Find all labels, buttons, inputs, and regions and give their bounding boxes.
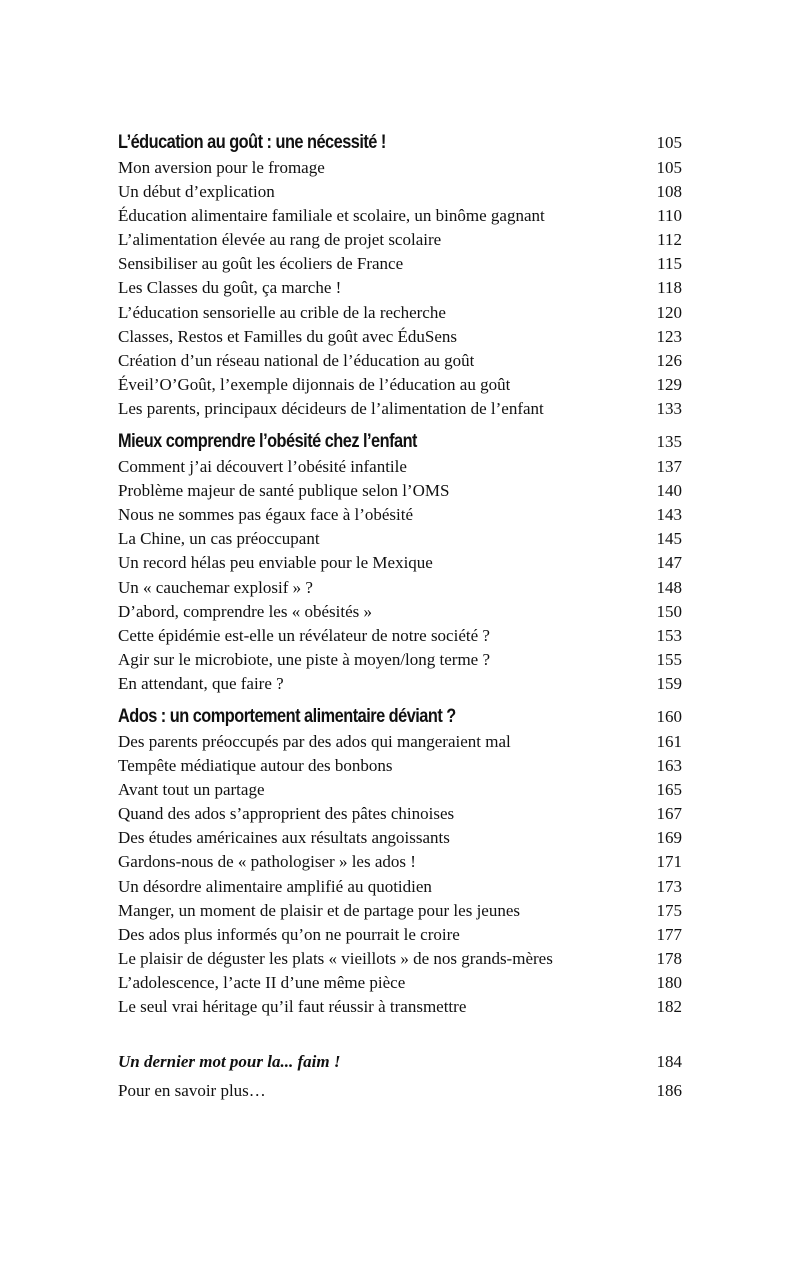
- entry-title: Tempête médiatique autour des bonbons: [118, 756, 393, 776]
- entry-title: Des études américaines aux résultats angoissants: [118, 828, 450, 848]
- toc-entry[interactable]: [118, 875, 682, 899]
- toc-entry[interactable]: [118, 947, 682, 971]
- section-page: 160: [656, 706, 682, 726]
- toc-entry[interactable]: [118, 576, 682, 600]
- toc-entry[interactable]: [118, 373, 682, 397]
- toc-entry[interactable]: [118, 156, 682, 180]
- entry-title: Agir sur le microbiote, une piste à moyen/long terme ?: [118, 649, 491, 669]
- toc-entry[interactable]: [118, 850, 682, 874]
- toc-entry[interactable]: [118, 923, 682, 947]
- section-title: L’éducation au goût : une nécessité !: [118, 132, 386, 153]
- entry-title: L’adolescence, l’acte II d’une même pièce: [118, 972, 406, 992]
- entry-page: 161: [656, 731, 682, 751]
- section-heading[interactable]: [118, 130, 682, 156]
- entry-title: Sensibiliser au goût les écoliers de France: [118, 254, 404, 274]
- toc-entry[interactable]: [118, 180, 682, 204]
- further-reading-entry[interactable]: [118, 1079, 682, 1103]
- toc-entry[interactable]: [118, 479, 682, 503]
- closing-entry[interactable]: [118, 1049, 682, 1075]
- section-heading[interactable]: [118, 704, 682, 730]
- entry-title: Problème majeur de santé publique selon l’OMS: [118, 481, 450, 501]
- entry-page: 147: [656, 553, 682, 573]
- toc-entry[interactable]: [118, 730, 682, 754]
- toc-entry[interactable]: [118, 995, 682, 1019]
- entry-title: Quand des ados s’approprient des pâtes chinoises: [118, 804, 455, 824]
- section-title: Ados : un comportement alimentaire déviant ?: [118, 705, 456, 727]
- toc-section: [118, 130, 682, 421]
- toc-entry[interactable]: [118, 325, 682, 349]
- toc-entry[interactable]: [118, 455, 682, 479]
- table-of-contents: [118, 130, 682, 1103]
- entry-title: Un record hélas peu enviable pour le Mexique: [118, 553, 433, 573]
- entry-title: Avant tout un partage: [118, 780, 265, 800]
- toc-entry[interactable]: [118, 648, 682, 672]
- closing-page: 184: [656, 1052, 682, 1072]
- entry-title: En attendant, que faire ?: [118, 673, 284, 693]
- entry-page: 133: [656, 398, 682, 418]
- entry-title: Les parents, principaux décideurs de l’alimentation de l’enfant: [118, 398, 544, 418]
- entry-page: 175: [656, 900, 682, 920]
- entry-page: 145: [656, 529, 682, 549]
- toc-entry[interactable]: [118, 778, 682, 802]
- entry-page: 143: [656, 505, 682, 525]
- section-title: Mieux comprendre l’obésité chez l’enfant: [118, 431, 417, 453]
- toc-entry[interactable]: [118, 503, 682, 527]
- entry-title: Classes, Restos et Familles du goût avec ÉduSens: [118, 326, 458, 346]
- toc-entry[interactable]: [118, 971, 682, 995]
- entry-title: Les Classes du goût, ça marche !: [118, 278, 342, 298]
- entry-page: 167: [656, 804, 682, 824]
- entry-page: 126: [656, 350, 682, 370]
- entry-title: L’alimentation élevée au rang de projet scolaire: [118, 230, 442, 250]
- entry-page: 148: [656, 577, 682, 597]
- toc-entry[interactable]: [118, 252, 682, 276]
- entry-page: 153: [656, 625, 682, 645]
- entry-page: 118: [657, 278, 682, 298]
- entry-page: 180: [656, 972, 682, 992]
- closing-title: Un dernier mot pour la... faim !: [118, 1052, 341, 1072]
- toc-entry[interactable]: [118, 349, 682, 373]
- toc-entry[interactable]: [118, 204, 682, 228]
- entry-title: Manger, un moment de plaisir et de partage pour les jeunes: [118, 900, 520, 920]
- toc-section: [118, 704, 682, 1019]
- entry-title: Comment j’ai découvert l’obésité infantile: [118, 457, 407, 477]
- entry-page: 108: [656, 182, 682, 202]
- entry-title: Mon aversion pour le fromage: [118, 158, 325, 177]
- section-page: 135: [656, 432, 682, 452]
- section-heading[interactable]: [118, 429, 682, 455]
- entry-page: 129: [656, 374, 682, 394]
- entry-page: 115: [657, 254, 682, 274]
- toc-section: [118, 429, 682, 696]
- entry-page: 140: [656, 481, 682, 501]
- entry-page: 112: [657, 230, 682, 250]
- entry-title: Le seul vrai héritage qu’il faut réussir à transmettre: [118, 997, 467, 1016]
- entry-title: Cette épidémie est-elle un révélateur de notre société ?: [118, 625, 490, 645]
- entry-page: 169: [656, 828, 682, 848]
- entry-title: Un désordre alimentaire amplifié au quotidien: [118, 876, 432, 896]
- entry-page: 120: [656, 302, 682, 322]
- toc-entry[interactable]: [118, 600, 682, 624]
- entry-title: Nous ne sommes pas égaux face à l’obésité: [118, 505, 414, 525]
- entry-page: 171: [656, 852, 682, 872]
- toc-entry[interactable]: [118, 551, 682, 575]
- entry-title: La Chine, un cas préoccupant: [118, 529, 320, 549]
- entry-page: 182: [656, 997, 682, 1016]
- entry-title: Éducation alimentaire familiale et scolaire, un binôme gagnant: [118, 206, 545, 226]
- entry-title: Création d’un réseau national de l’éducation au goût: [118, 350, 475, 370]
- entry-title: Des ados plus informés qu’on ne pourrait le croire: [118, 924, 460, 944]
- entry-title: Un « cauchemar explosif » ?: [118, 577, 313, 597]
- entry-page: 150: [656, 601, 682, 621]
- entry-page: 137: [656, 457, 682, 477]
- toc-entry[interactable]: [118, 301, 682, 325]
- entry-title: L’éducation sensorielle au crible de la recherche: [118, 302, 446, 322]
- toc-appendix: [118, 1049, 682, 1103]
- entry-title: Le plaisir de déguster les plats « vieillots » de nos grands-mères: [118, 948, 553, 968]
- toc-entry[interactable]: [118, 276, 682, 300]
- entry-page: 173: [656, 876, 682, 896]
- entry-page: 165: [656, 780, 682, 800]
- entry-page: 123: [656, 326, 682, 346]
- entry-page: 110: [657, 206, 682, 226]
- toc-entry[interactable]: [118, 754, 682, 778]
- toc-entry[interactable]: [118, 228, 682, 252]
- toc-entry[interactable]: [118, 802, 682, 826]
- entry-page: 159: [656, 673, 682, 693]
- entry-title: Un début d’explication: [118, 182, 275, 202]
- further-reading-title: Pour en savoir plus…: [118, 1081, 266, 1101]
- entry-page: 178: [656, 948, 682, 968]
- entry-title: Des parents préoccupés par des ados qui mangeraient mal: [118, 731, 511, 751]
- entry-title: Gardons-nous de « pathologiser » les ados !: [118, 852, 416, 872]
- toc-entry[interactable]: [118, 397, 682, 421]
- toc-entry[interactable]: [118, 672, 682, 696]
- entry-title: Éveil’O’Goût, l’exemple dijonnais de l’éducation au goût: [118, 374, 511, 394]
- toc-entry[interactable]: [118, 624, 682, 648]
- entry-page: 177: [656, 924, 682, 944]
- further-reading-page: 186: [656, 1081, 682, 1101]
- toc-entry[interactable]: [118, 527, 682, 551]
- entry-page: 105: [656, 158, 682, 177]
- entry-page: 155: [656, 649, 682, 669]
- entry-page: 163: [656, 756, 682, 776]
- section-page: 105: [656, 133, 682, 152]
- entry-title: D’abord, comprendre les « obésités »: [118, 601, 372, 621]
- toc-entry[interactable]: [118, 899, 682, 923]
- toc-entry[interactable]: [118, 826, 682, 850]
